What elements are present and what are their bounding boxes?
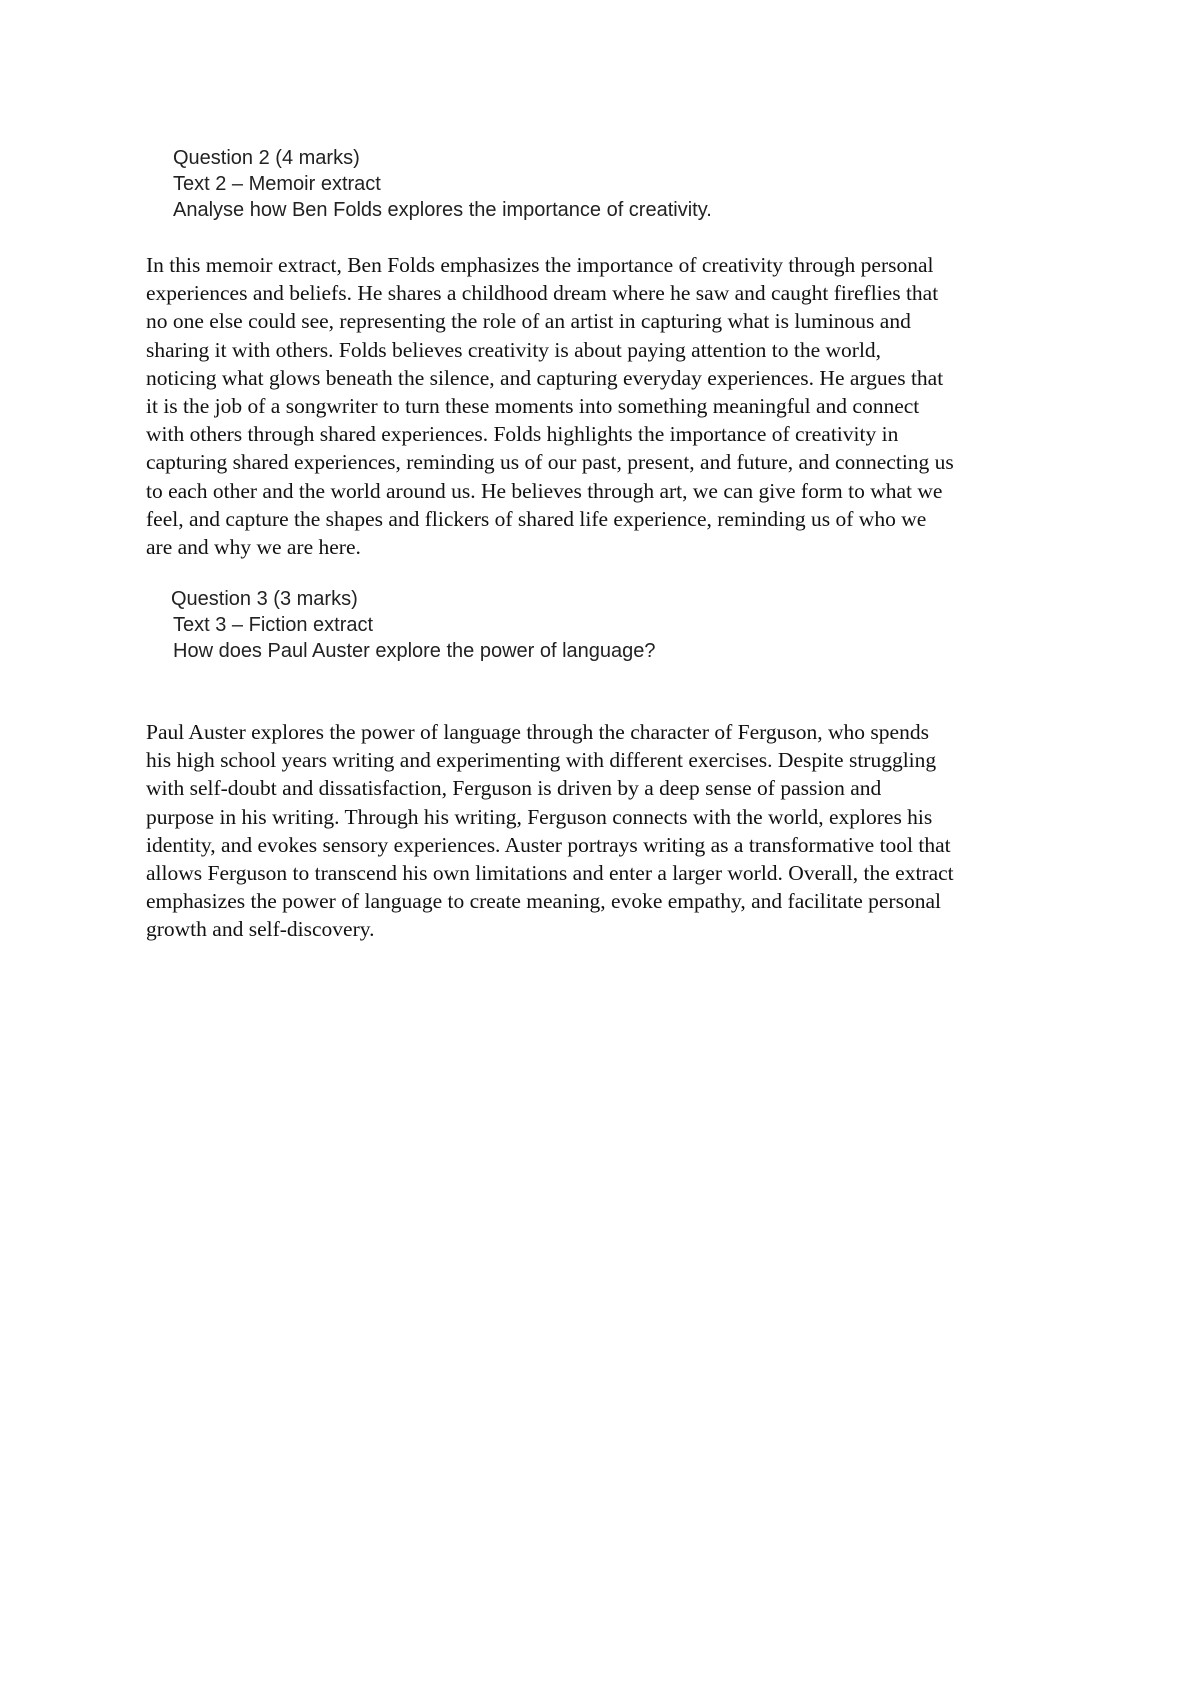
question-3-text-label: Text 3 – Fiction extract: [173, 614, 374, 636]
answer-2-line: to each other and the world around us. He believes through art, we can give form to what we: [146, 478, 943, 503]
answer-2-line: noticing what glows beneath the silence, and capturing everyday experiences. He argues that: [146, 365, 944, 390]
answer-2-line: capturing shared experiences, reminding us of our past, present, and future, and connecting us: [146, 450, 954, 475]
answer-3-line: his high school years writing and experimenting with different exercises. Despite struggling: [146, 748, 937, 773]
answer-2-line: with others through shared experiences. Folds highlights the importance of creativity in: [146, 422, 899, 447]
question-2-text-label: Text 2 – Memoir extract: [173, 173, 381, 195]
answer-3-line: identity, and evokes sensory experiences. Auster portrays writing as a transformative tool that: [146, 832, 951, 857]
question-3-block: [173, 586, 1073, 664]
answer-2-line: it is the job of a songwriter to turn these moments into something meaningful and connect: [146, 394, 920, 419]
question-3-heading: Question 3 (3 marks): [171, 588, 358, 610]
question-2-prompt: Analyse how Ben Folds explores the importance of creativity.: [173, 199, 712, 221]
answer-2-line: are and why we are here.: [146, 535, 361, 560]
question-3-prompt: How does Paul Auster explore the power of language?: [173, 640, 656, 662]
answer-3-line: purpose in his writing. Through his writing, Ferguson connects with the world, explores his: [146, 804, 933, 829]
answer-3-line: Paul Auster explores the power of language through the character of Ferguson, who spends: [146, 720, 929, 744]
question-2-block: [173, 145, 1073, 223]
answer-2-line: feel, and capture the shapes and flickers of shared life experience, reminding us of who we: [146, 506, 927, 531]
answer-3-paragraph: [146, 718, 1071, 944]
answer-3-line: allows Ferguson to transcend his own limitations and enter a larger world. Overall, the extract: [146, 861, 954, 886]
question-2-heading: Question 2 (4 marks): [173, 147, 360, 169]
answer-2-line: experiences and beliefs. He shares a childhood dream where he saw and caught fireflies that: [146, 281, 939, 306]
answer-3-line: growth and self-discovery.: [146, 917, 375, 942]
answer-2-line: In this memoir extract, Ben Folds emphasizes the importance of creativity through personal: [146, 253, 934, 277]
answer-2-line: no one else could see, representing the role of an artist in capturing what is luminous and: [146, 309, 911, 334]
answer-3-line: emphasizes the power of language to create meaning, evoke empathy, and facilitate personal: [146, 889, 941, 914]
answer-2-line: sharing it with others. Folds believes creativity is about paying attention to the world,: [146, 337, 882, 362]
answer-3-line: with self-doubt and dissatisfaction, Ferguson is driven by a deep sense of passion and: [146, 776, 882, 801]
answer-2-paragraph: [146, 251, 1071, 561]
